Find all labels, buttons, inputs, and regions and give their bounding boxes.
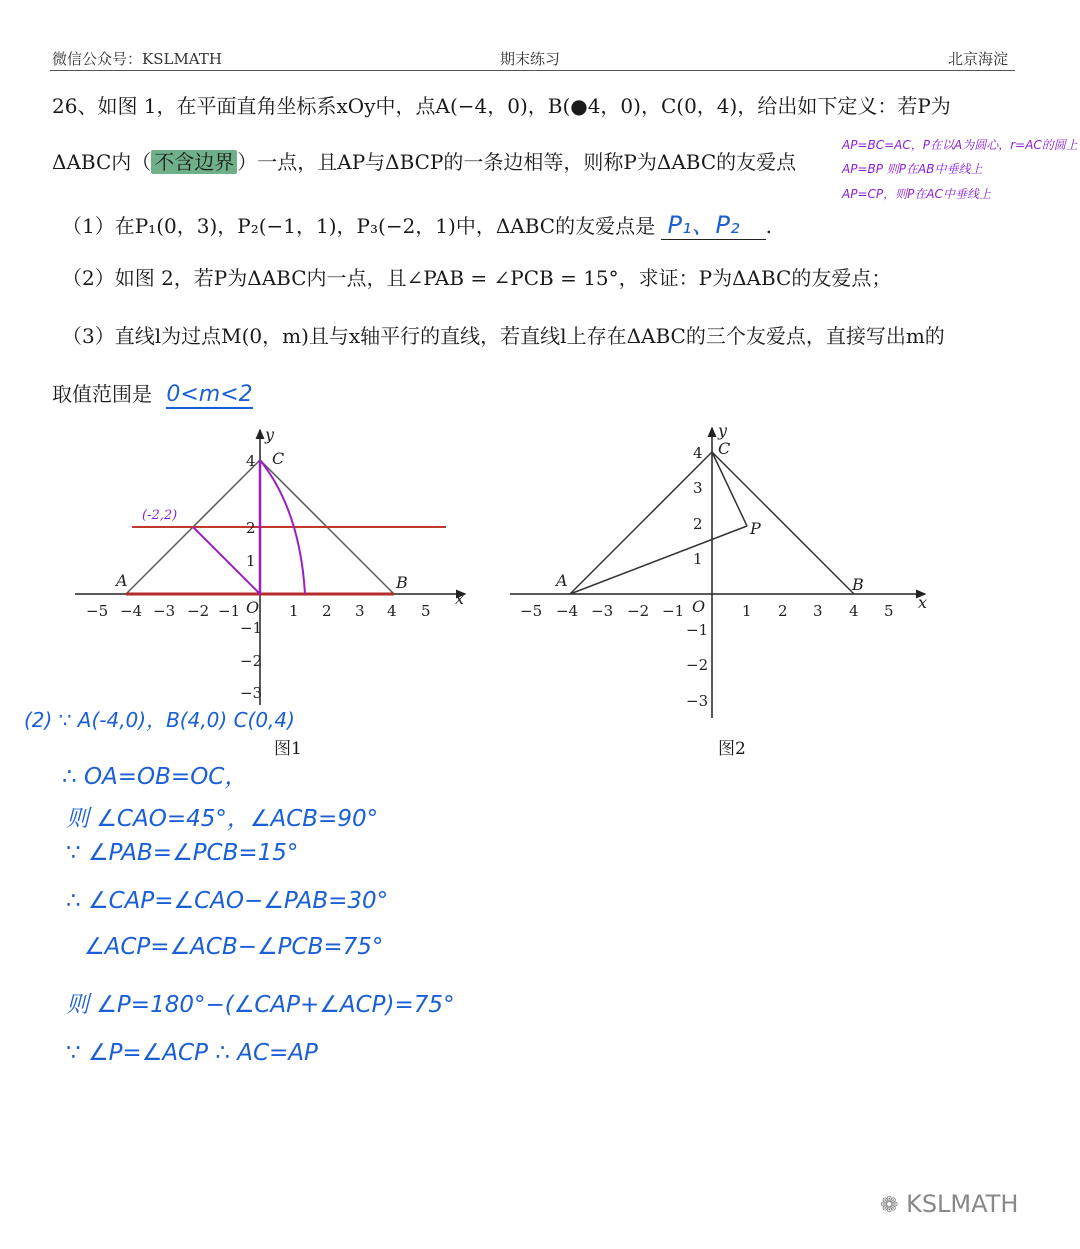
fig2-xtick: −2 [627,602,650,620]
fig2-xtick: −1 [662,602,685,620]
fig1-xtick: 1 [289,602,299,620]
question-3-answer: 0<m<2 [166,382,253,407]
fig2-xtick: 5 [884,602,894,620]
fig1-xtick: 4 [387,602,397,620]
solution-line-7: 则 ∠P=180°−(∠CAP+∠ACP)=75° [66,992,455,1018]
question-1-answer: P₁、P₂ [661,211,765,240]
fig2-xtick: −5 [520,602,543,620]
question-3-cont [52,378,253,407]
fig1-label-c: C [272,449,285,468]
fig1-xtick: −5 [86,602,109,620]
header-right: 北京海淀 [948,50,1009,68]
solution-line-6: ∠ACP=∠ACB−∠PCB=75° [84,934,384,960]
side-note-2: AP=BP 则P在AB中垂线上 [842,162,983,176]
fig2-ytick: 3 [693,479,703,497]
question-1-end: . [765,214,772,238]
problem-line-2b: ）一点，且AP与ΔBCP的一条边相等，则称P为ΔABC的友爱点 [237,150,797,174]
fig1-xtick: −2 [187,602,210,620]
fig2-ytick: 2 [693,515,703,533]
fig1-xtick: −1 [218,602,241,620]
problem-line-1: 26、如图 1，在平面直角坐标系xOy中，点A(−4，0)，B(●4，0)，C(0，4)，给出如下定义：若P为 [52,94,951,118]
side-note-1: AP=BC=AC，P在以A为圆心，r=AC的圆上 [842,138,1078,152]
fig1-label-a: A [116,571,128,590]
fig2-ytick: 4 [693,444,703,462]
question-1 [62,205,772,240]
solution-line-4: ∵ ∠PAB=∠PCB=15° [66,840,299,866]
problem-line-2a: ΔABC内（ [52,150,152,174]
header-center: 期末练习 [500,50,561,68]
fig2-label-p: P [750,519,761,538]
fig1-label-o: O [246,598,260,617]
question-3-text2: 取值范围是 [52,382,152,406]
fig2-xtick: 3 [813,602,823,620]
fig2-xtick: −4 [556,602,579,620]
fig2-xtick: −3 [591,602,614,620]
fig1-ytick: 4 [246,452,256,470]
fig2-segment-ap [570,526,747,594]
figure-1-caption: 图1 [274,739,302,759]
fig1-label-x: x [455,589,465,608]
fig2-label-x: x [918,593,928,612]
fig1-label-b: B [396,573,408,592]
watermark-text: KSLMATH [906,1190,1019,1218]
figure-2 [500,420,940,720]
fig2-side-ac [570,452,712,594]
solution-line-5: ∴ ∠CAP=∠CAO−∠PAB=30° [66,888,389,914]
fig2-label-c: C [718,439,731,458]
side-note-3: AP=CP，则P在AC中垂线上 [842,187,991,201]
fig1-ytick: −1 [240,619,263,637]
fig2-side-bc [712,452,854,594]
fig1-xtick: 3 [355,602,365,620]
watermark [880,1190,1018,1218]
fig1-label-y: y [265,425,275,444]
fig2-ytick: −3 [686,692,709,710]
wechat-icon: ❁ [880,1193,899,1218]
header-rule [50,70,1015,71]
header-left: 微信公众号：KSLMATH [52,50,222,68]
question-3: （3）直线l为过点M(0，m)且与x轴平行的直线，若直线l上存在ΔABC的三个友爱点，直接写出m的 [62,324,945,348]
question-1-text: （1）在P₁(0，3)，P₂(−1，1)，P₃(−2，1)中，ΔABC的友爱点是 [62,214,656,238]
fig2-xtick: 1 [742,602,752,620]
fig2-segment-cp [712,452,747,526]
fig1-xtick: 2 [322,602,332,620]
fig1-ytick: −3 [240,684,263,702]
solution-line-8: ∵ ∠P=∠ACP ∴ AC=AP [66,1040,318,1066]
fig2-label-o: O [692,597,706,616]
fig1-ytick: 1 [246,552,256,570]
fig2-ytick: 1 [693,550,703,568]
figure-1 [60,420,480,720]
fig2-xtick: 2 [778,602,788,620]
fig2-label-b: B [852,575,864,594]
solution-line-1: (2) ∵ A(-4,0)，B(4,0) C(0,4) [24,708,295,732]
fig1-xtick: 5 [421,602,431,620]
fig1-annotation: (-2,2) [142,508,178,523]
figure-2-caption: 图2 [718,739,746,759]
problem-line-2 [52,146,796,175]
fig2-xtick: 4 [849,602,859,620]
fig2-label-y: y [718,421,728,440]
highlight-no-boundary: 不含边界 [151,150,237,174]
solution-line-3: 则 ∠CAO=45°，∠ACB=90° [66,806,379,832]
solution-line-2: ∴ OA=OB=OC， [62,764,248,790]
question-2: （2）如图 2，若P为ΔABC内一点，且∠PAB = ∠PCB = 15°，求证：P为ΔABC的友爱点； [62,266,892,290]
fig1-xtick: −4 [120,602,143,620]
fig1-ytick: −2 [240,652,263,670]
fig1-xtick: −3 [153,602,176,620]
fig1-ytick: 2 [246,519,256,537]
fig2-ytick: −1 [686,621,709,639]
fig2-label-a: A [556,571,568,590]
fig2-ytick: −2 [686,656,709,674]
